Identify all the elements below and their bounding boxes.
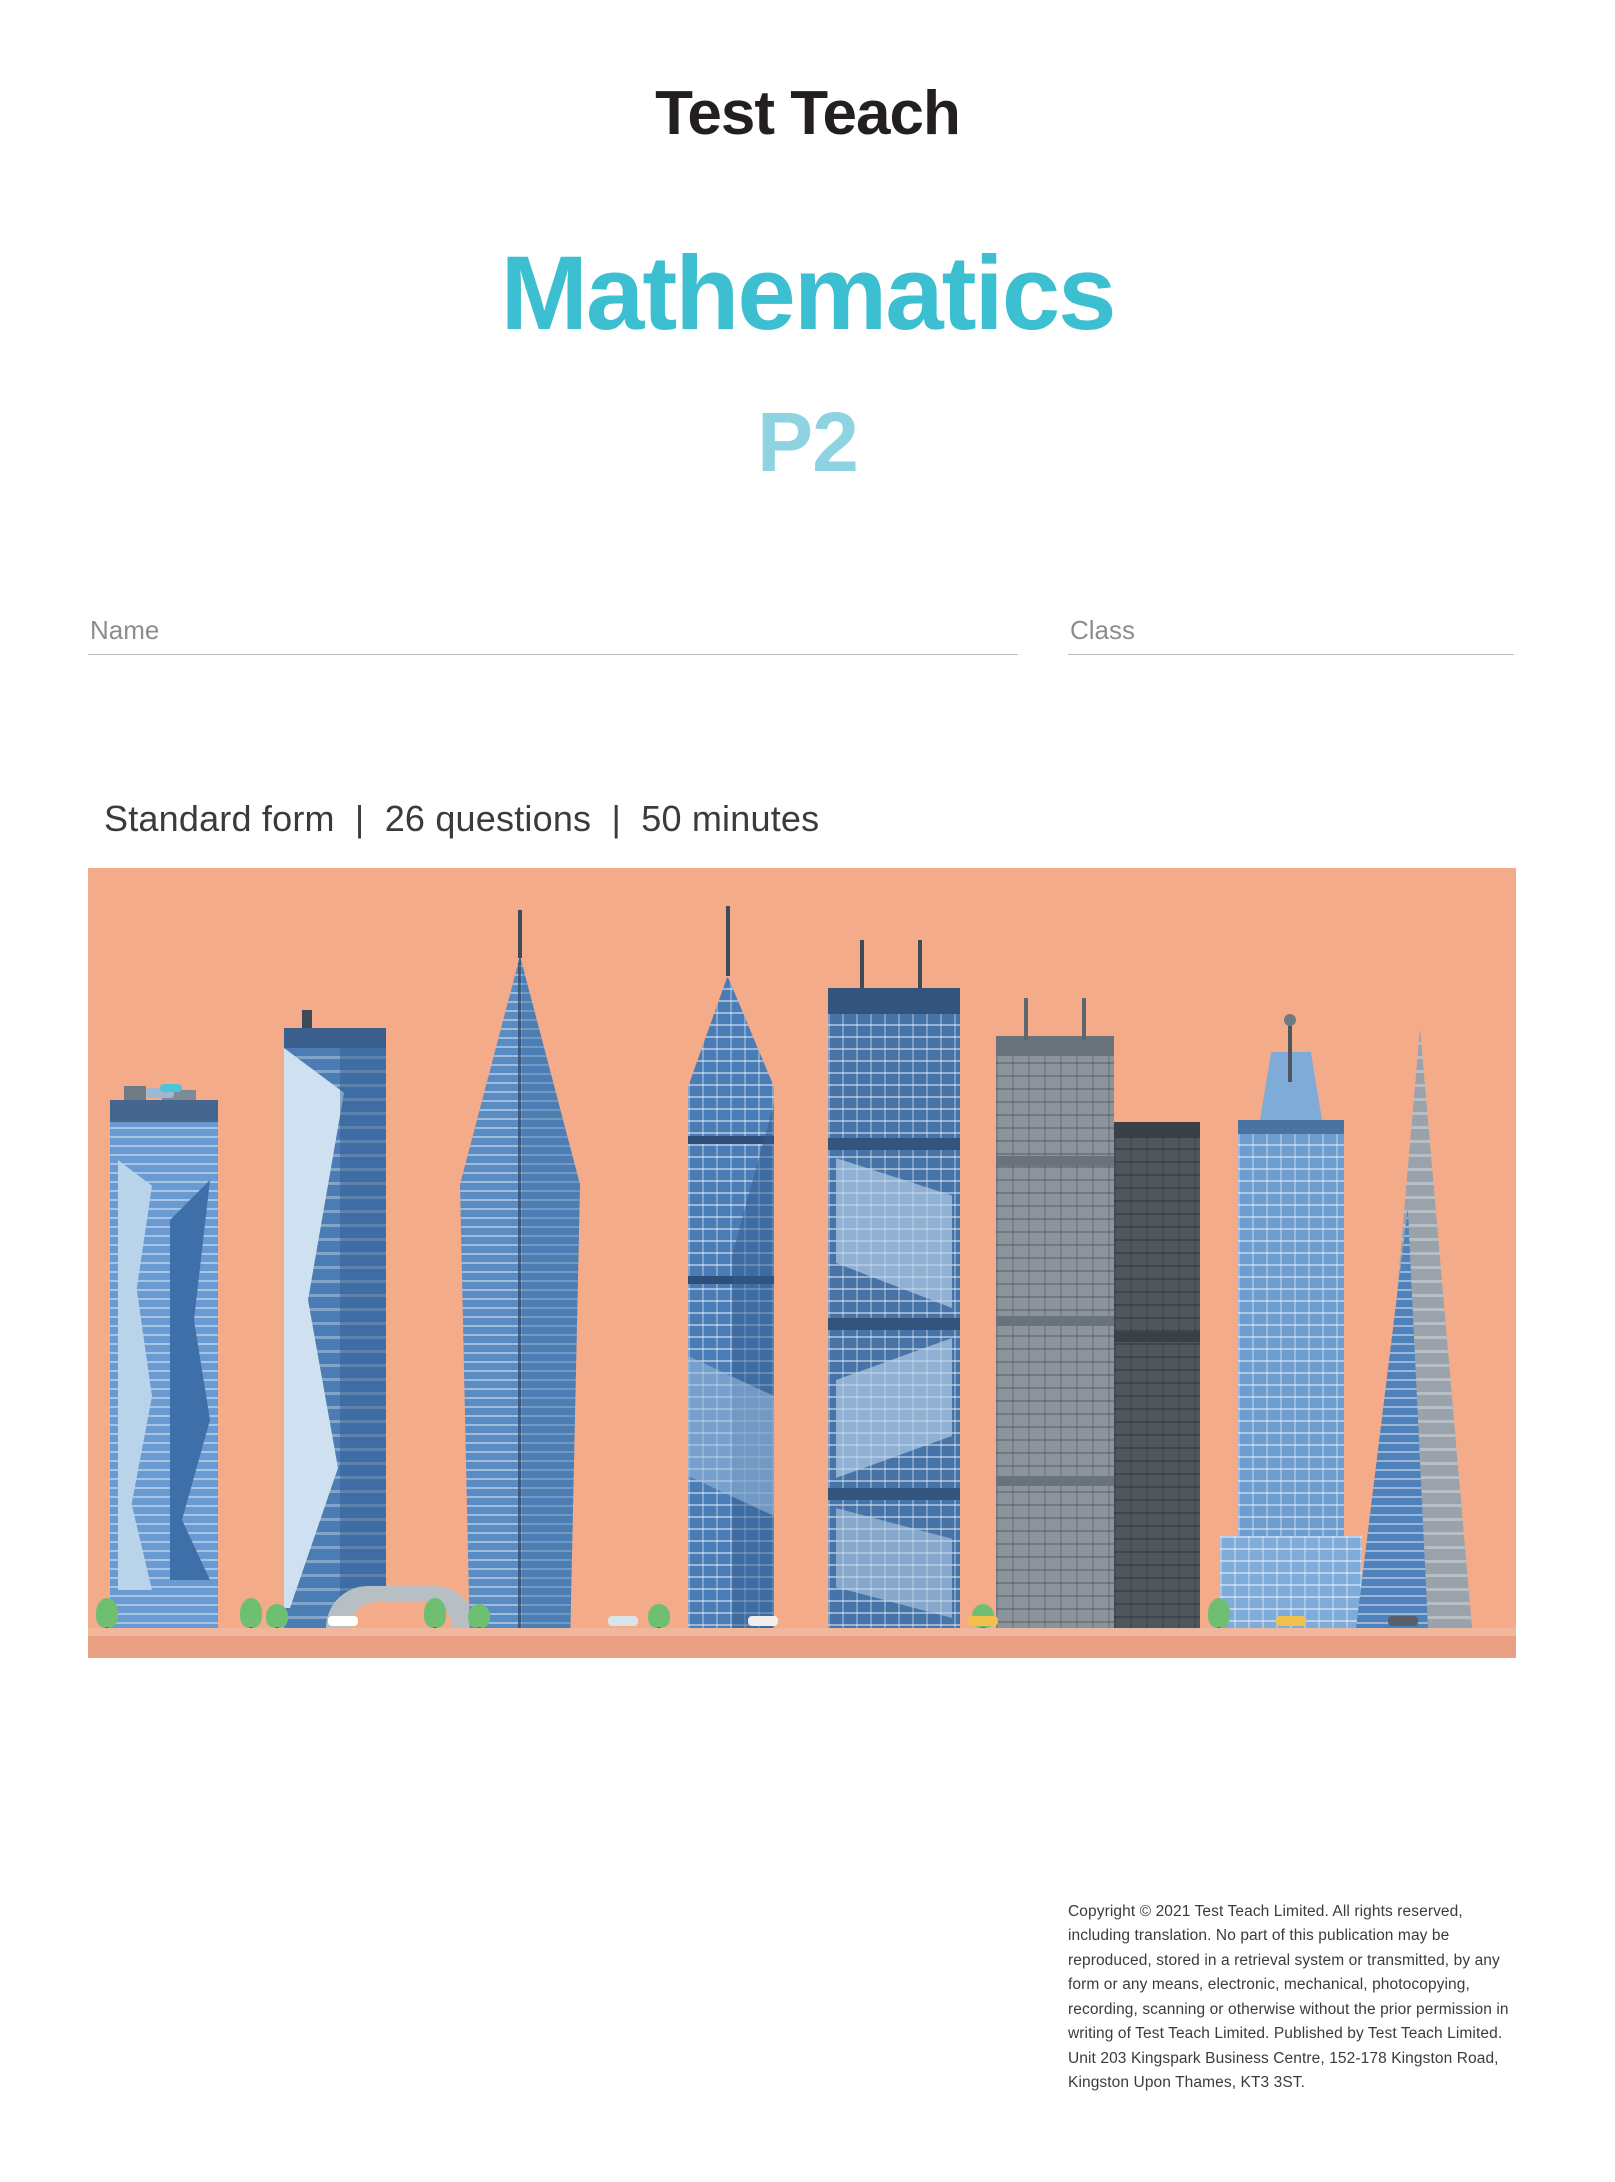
- car-icon: [1276, 1616, 1306, 1626]
- class-field[interactable]: [1068, 608, 1514, 655]
- building-6-antenna-left: [1024, 998, 1028, 1040]
- car-icon: [328, 1616, 358, 1626]
- building-5: [828, 988, 960, 1628]
- car-icon: [748, 1616, 778, 1626]
- meta-separator-1: |: [354, 798, 365, 839]
- tree-icon: [96, 1598, 118, 1628]
- page-title-paper: P2: [757, 395, 858, 489]
- car-icon: [608, 1616, 638, 1626]
- ground-strip: [88, 1636, 1516, 1658]
- road-strip: [88, 1628, 1516, 1636]
- tree-icon: [1208, 1598, 1230, 1628]
- building-4-spire: [726, 906, 730, 976]
- building-4: [688, 976, 774, 1628]
- class-input[interactable]: [1188, 612, 1514, 648]
- building-2: [284, 1028, 386, 1628]
- building-5-spire-right: [918, 940, 922, 988]
- tree-icon: [468, 1604, 490, 1628]
- helicopter-icon: [160, 1084, 182, 1092]
- name-input[interactable]: [208, 612, 1018, 648]
- page-title-subject: Mathematics: [500, 235, 1115, 352]
- car-icon: [968, 1616, 998, 1626]
- car-icon: [1388, 1616, 1418, 1626]
- skyline-illustration: [88, 868, 1516, 1658]
- tree-icon: [266, 1604, 288, 1628]
- building-6-antenna-right: [1082, 998, 1086, 1040]
- building-8-spire-ball: [1284, 1014, 1296, 1026]
- building-3-spire: [518, 910, 522, 958]
- building-5-spire-left: [860, 940, 864, 988]
- paper-meta: [104, 798, 819, 840]
- building-7: [1114, 1122, 1200, 1628]
- meta-question-count: 26 questions: [384, 798, 592, 839]
- name-field[interactable]: [88, 608, 1018, 655]
- class-field-label: Class: [1070, 615, 1136, 645]
- page-title-brand: Test Teach: [655, 79, 960, 148]
- building-6: [996, 1036, 1114, 1628]
- meta-duration: 50 minutes: [641, 798, 820, 839]
- building-3: [460, 956, 580, 1628]
- tree-icon: [240, 1598, 262, 1628]
- building-1: [110, 1100, 218, 1628]
- copyright-notice: Copyright © 2021 Test Teach Limited. All rights reserved, including translation. No part of this publication may be reproduced, stored in a retrieval system or transmitted, by any form or any means, electronic, mechanical, photocopying, recording, scanning or otherwise without the prior permission in writing of Test Teach Limited. Published by Test Teach Limited. Unit 203 Kingspark Business Centre, 152-178 Kingston Road, Kingston Upon Thames, KT3 3ST.: [1068, 1903, 1509, 2092]
- name-field-label: Name: [90, 615, 160, 645]
- meta-separator-2: |: [611, 798, 622, 839]
- tree-icon: [424, 1598, 446, 1628]
- tree-icon: [648, 1604, 670, 1628]
- building-8-spire: [1288, 1022, 1292, 1082]
- building-8: [1238, 1120, 1344, 1628]
- meta-topic: Standard form: [104, 798, 335, 839]
